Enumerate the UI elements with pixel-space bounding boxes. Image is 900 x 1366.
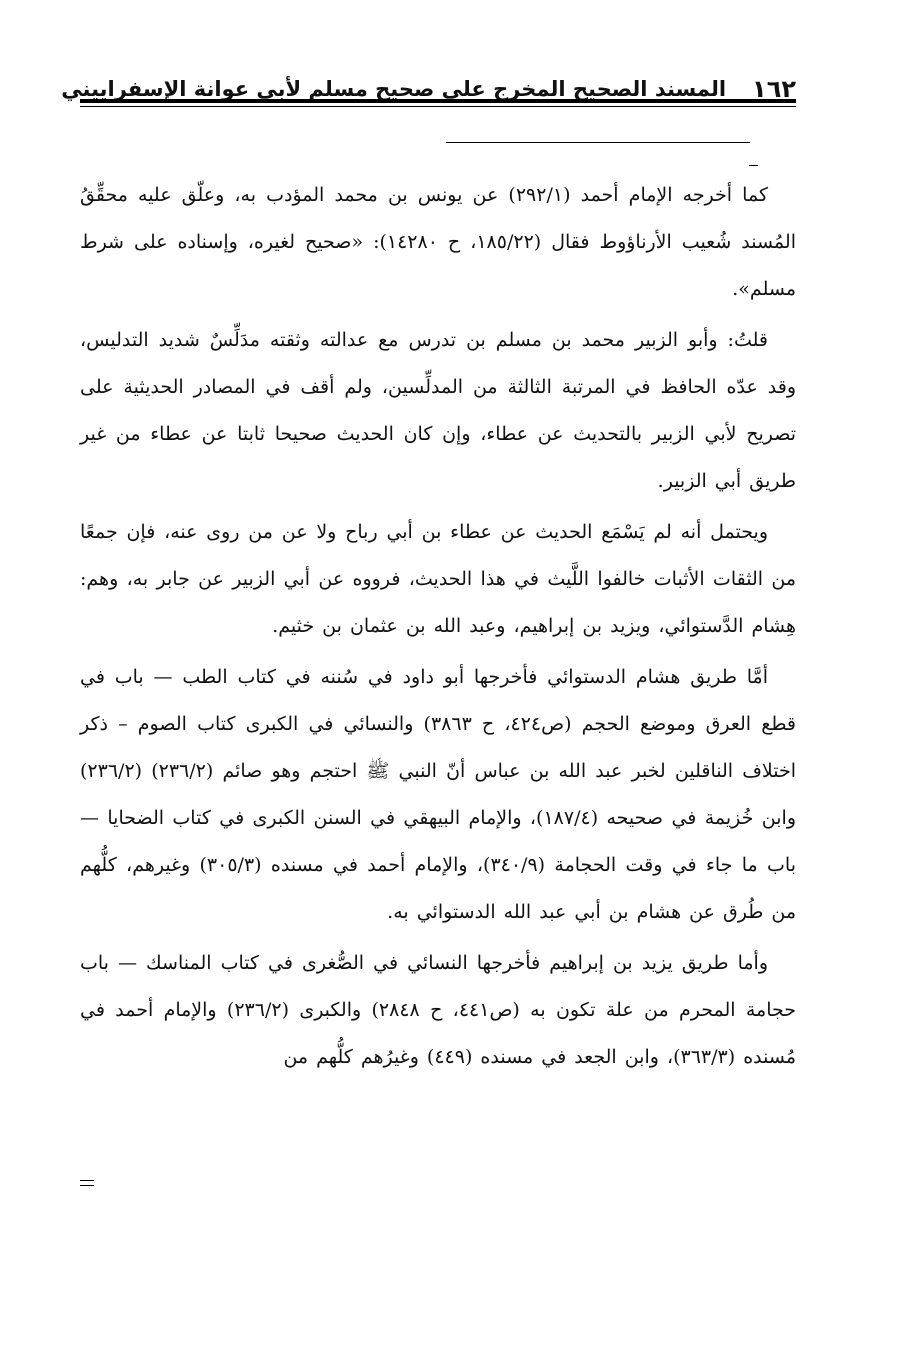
paragraph-abu-zubair: قلتُ: وأبو الزبير محمد بن مسلم بن تدرس مع عدالته وثقته مدَلِّسٌ شديد التدليس، وقد عدّه الحافظ في المرتبة الثالثة من المدلِّسين، ولم أقف في المصادر الحديثية على تصريح لأبي الزبير بالتحديث عن عطاء، وإن كان الحديث صحيحا ثابتا عن عطاء من غير طريق أبي الزبير.	[80, 329, 796, 492]
header-rule-thick	[80, 99, 796, 103]
page-number: ١٦٢	[752, 75, 796, 103]
paragraph-ihtimal: ويحتمل أنه لم يَسْمَع الحديث عن عطاء بن أبي رباح ولا عن من روى عنه، فإن جمعًا من الثقات الأثبات خالفوا اللَّيث في هذا الحديث، فرووه عن أبي الزبير عن جابر به، وهم: هِشام الدَّستوائي، ويزيد بن إبراهيم، وعبد الله بن عثمان بن خثيم.	[80, 521, 796, 637]
header-rule-thin	[80, 106, 796, 107]
footnote-body	[80, 172, 796, 1085]
page-header	[61, 64, 796, 104]
running-title: المسند الصحيح المخرج على صحيح مسلم لأبي عوانة الإسفراييني	[61, 77, 727, 101]
paragraph-hisham-route: أمَّا طريق هشام الدستوائي فأخرجها أبو داود في سُننه في كتاب الطب — باب في قطع العرق وموضع الحجم (ص٤٢٤، ح ٣٨٦٣) والنسائي في الكبرى كتاب الصوم – ذكر اختلاف الناقلين لخبر عبد الله بن عباس أنّ النبي ﷺ احتجم وهو صائم (٢٣٦/٢) (٢٣٦/٢) وابن خُزيمة في صحيحه (١٨٧/٤)، والإمام البيهقي في السنن الكبرى في كتاب الضحايا — باب ما جاء في وقت الحجامة (٣٤٠/٩)، والإمام أحمد في مسنده (٣٠٥/٣) وغيرهم، كلُّهم من طُرق عن هشام بن أبي عبد الله الدستوائي به.	[80, 666, 796, 923]
paragraph-yazid-route: وأما طريق يزيد بن إبراهيم فأخرجها النسائي في الصُّغرى في كتاب المناسك — باب حجامة المحرم من علة تكون به (ص٤٤١، ح ٢٨٤٨) والكبرى (٢٣٦/٢) والإمام أحمد في مُسنده (٣٦٣/٣)، وابن الجعد في مسنده (٤٤٩) وغيرُهم كلُّهم من	[80, 952, 797, 1068]
continuation-mark-top	[749, 165, 758, 166]
continuation-mark-bottom	[80, 1180, 94, 1190]
footnote-separator	[446, 142, 750, 143]
paragraph-takhrij-ahmad: كما أخرجه الإمام أحمد (٢٩٢/١) عن يونس بن محمد المؤدب به، وعلّق عليه محقِّقُ المُسند شُعيب الأرناؤوط فقال (١٨٥/٢٢، ح ١٤٢٨٠): «صحيح لغيره، وإسناده على شرط مسلم».	[80, 184, 796, 300]
